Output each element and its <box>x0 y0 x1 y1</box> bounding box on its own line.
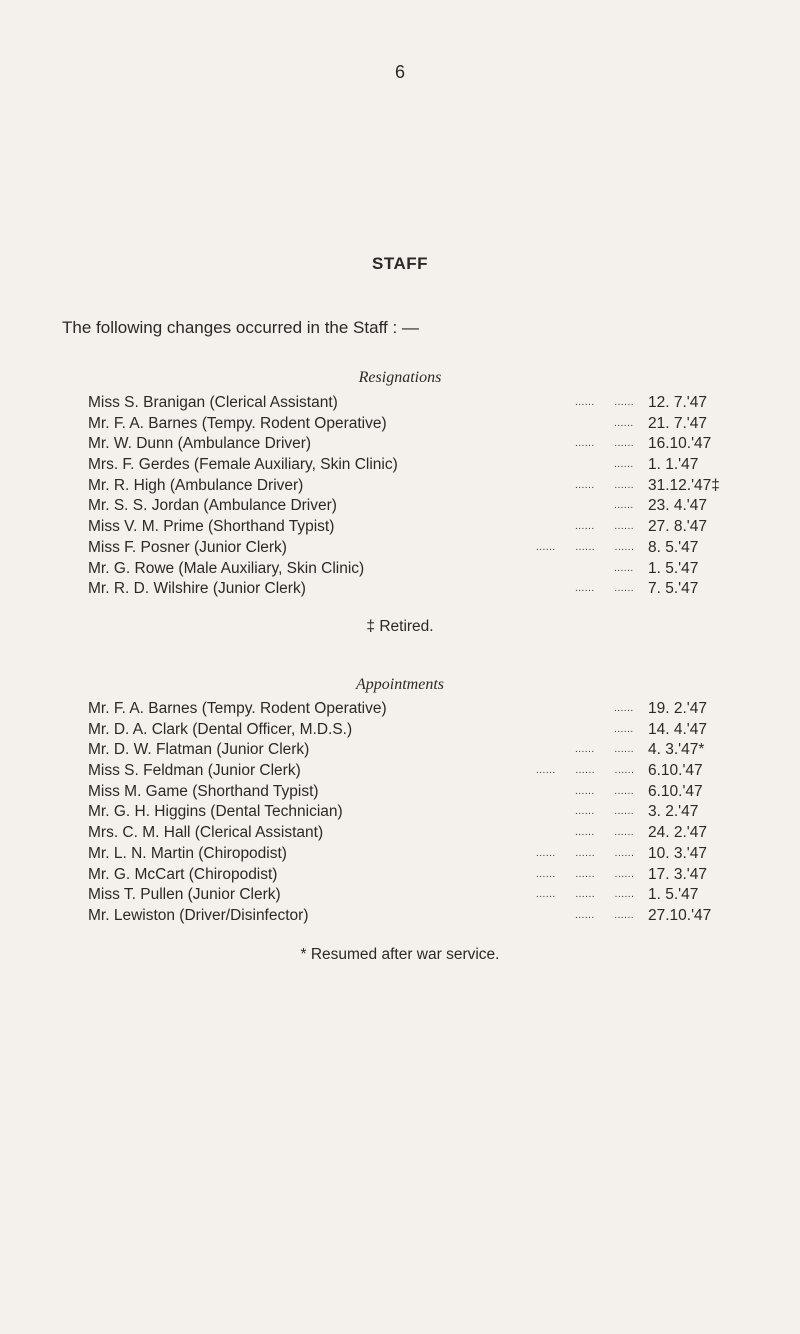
staff-name: Mr. Lewiston (Driver/Disinfector) <box>88 906 309 924</box>
list-item <box>88 761 748 782</box>
list-item <box>88 844 748 865</box>
change-date: 12. 7.'47 <box>648 394 707 411</box>
change-date: 1. 1.'47 <box>648 456 699 474</box>
leader-dots: ...... <box>614 703 634 714</box>
staff-name: Mr. D. A. Clark (Dental Officer, M.D.S.) <box>88 720 353 738</box>
leader-dots: ...... ...... <box>575 806 635 818</box>
change-date: 19. 2.'47 <box>648 700 707 717</box>
change-date: 27. 8.'47 <box>648 518 707 536</box>
staff-name: Mr. G. H. Higgins (Dental Technician) <box>88 803 343 821</box>
leader-dots: ...... ...... <box>575 521 635 533</box>
page-number: 6 <box>394 62 405 82</box>
staff-name: Miss M. Game (Shorthand Typist) <box>88 782 319 800</box>
staff-name: Mr. L. N. Martin (Chiropodist) <box>88 844 287 862</box>
change-date: 1. 5.'47 <box>648 559 699 577</box>
leader-dots: ...... ...... <box>575 909 635 921</box>
staff-name: Miss V. M. Prime (Shorthand Typist) <box>88 518 335 536</box>
change-date: 7. 5.'47 <box>648 580 699 598</box>
staff-name: Mr. R. High (Ambulance Driver) <box>88 476 304 494</box>
change-date: 27.10.'47 <box>648 906 712 924</box>
change-date: 8. 5.'47 <box>648 538 699 556</box>
change-date: 10. 3.'47 <box>648 844 707 862</box>
staff-name: Mr. G. Rowe (Male Auxiliary, Skin Clinic) <box>88 559 365 577</box>
resignations-title: Resignations <box>358 369 442 386</box>
list-item <box>88 823 748 844</box>
list-item <box>88 517 748 538</box>
leader-dots: ...... ...... ...... <box>536 847 635 859</box>
staff-name: Mrs. F. Gerdes (Female Auxiliary, Skin Clinic) <box>88 456 398 474</box>
change-date: 24. 2.'47 <box>648 824 707 842</box>
leader-dots: ...... ...... ...... <box>536 868 635 880</box>
appointments-title: Appointments <box>356 676 444 693</box>
list-item <box>88 720 748 741</box>
staff-name: Miss S. Feldman (Junior Clerk) <box>88 762 301 780</box>
retired-footnote: ‡ Retired. <box>366 618 434 635</box>
change-date: 14. 4.'47 <box>648 720 707 738</box>
list-item <box>88 699 748 720</box>
leader-dots: ...... <box>614 417 634 429</box>
staff-name: Miss S. Branigan (Clerical Assistant) <box>88 394 338 411</box>
list-item <box>88 496 748 517</box>
change-date: 6.10.'47 <box>648 782 703 800</box>
staff-name: Mr. G. McCart (Chiropodist) <box>88 865 278 883</box>
list-item <box>88 740 748 761</box>
list-item <box>88 906 748 927</box>
list-item <box>88 434 748 455</box>
list-item <box>88 559 748 580</box>
change-date: 16.10.'47 <box>648 435 712 453</box>
change-date: 17. 3.'47 <box>648 865 707 883</box>
staff-name: Mr. F. A. Barnes (Tempy. Rodent Operative) <box>88 700 387 717</box>
leader-dots: ...... <box>614 562 634 574</box>
staff-name: Mr. D. W. Flatman (Junior Clerk) <box>88 741 310 759</box>
list-item <box>88 455 748 476</box>
list-item <box>88 538 748 559</box>
change-date: 1. 5.'47 <box>648 886 699 904</box>
leader-dots: ...... ...... <box>575 438 635 450</box>
list-item <box>88 393 748 414</box>
leader-dots: ...... <box>614 500 634 512</box>
staff-name: Mr. S. S. Jordan (Ambulance Driver) <box>88 497 337 515</box>
staff-name: Mrs. C. M. Hall (Clerical Assistant) <box>88 824 324 842</box>
list-item <box>88 802 748 823</box>
change-date: 23. 4.'47 <box>648 497 707 515</box>
leader-dots: ...... ...... <box>575 785 635 797</box>
change-date: 6.10.'47 <box>648 762 703 780</box>
staff-name: Mr. F. A. Barnes (Tempy. Rodent Operative) <box>88 414 387 432</box>
list-item <box>88 579 748 600</box>
leader-dots: ...... ...... <box>575 744 635 756</box>
change-date: 4. 3.'47* <box>648 741 705 759</box>
resignations-list <box>88 393 748 600</box>
intro-text: The following changes occurred in the Staff : — <box>62 318 419 337</box>
leader-dots: ...... ...... <box>575 479 635 491</box>
change-date: 21. 7.'47 <box>648 414 707 432</box>
leader-dots: ...... ...... <box>575 827 635 839</box>
list-item <box>88 782 748 803</box>
staff-name: Miss F. Posner (Junior Clerk) <box>88 538 287 556</box>
leader-dots: ...... ...... <box>575 397 635 408</box>
list-item <box>88 414 748 435</box>
list-item <box>88 865 748 886</box>
leader-dots: ...... ...... <box>575 583 635 595</box>
change-date: 31.12.'47‡ <box>648 476 720 494</box>
staff-name: Mr. W. Dunn (Ambulance Driver) <box>88 435 312 453</box>
appointments-list <box>88 699 748 927</box>
list-item <box>88 476 748 497</box>
leader-dots: ...... ...... ...... <box>536 889 635 901</box>
page-title: STAFF <box>371 254 428 273</box>
staff-name: Mr. R. D. Wilshire (Junior Clerk) <box>88 580 306 598</box>
leader-dots: ...... <box>614 723 634 735</box>
leader-dots: ...... ...... ...... <box>536 541 635 553</box>
staff-name: Miss T. Pullen (Junior Clerk) <box>88 886 281 904</box>
change-date: 3. 2.'47 <box>648 803 699 821</box>
list-item <box>88 885 748 906</box>
leader-dots: ...... <box>614 459 634 471</box>
war-service-footnote: * Resumed after war service. <box>300 946 500 963</box>
leader-dots: ...... ...... ...... <box>536 765 635 777</box>
